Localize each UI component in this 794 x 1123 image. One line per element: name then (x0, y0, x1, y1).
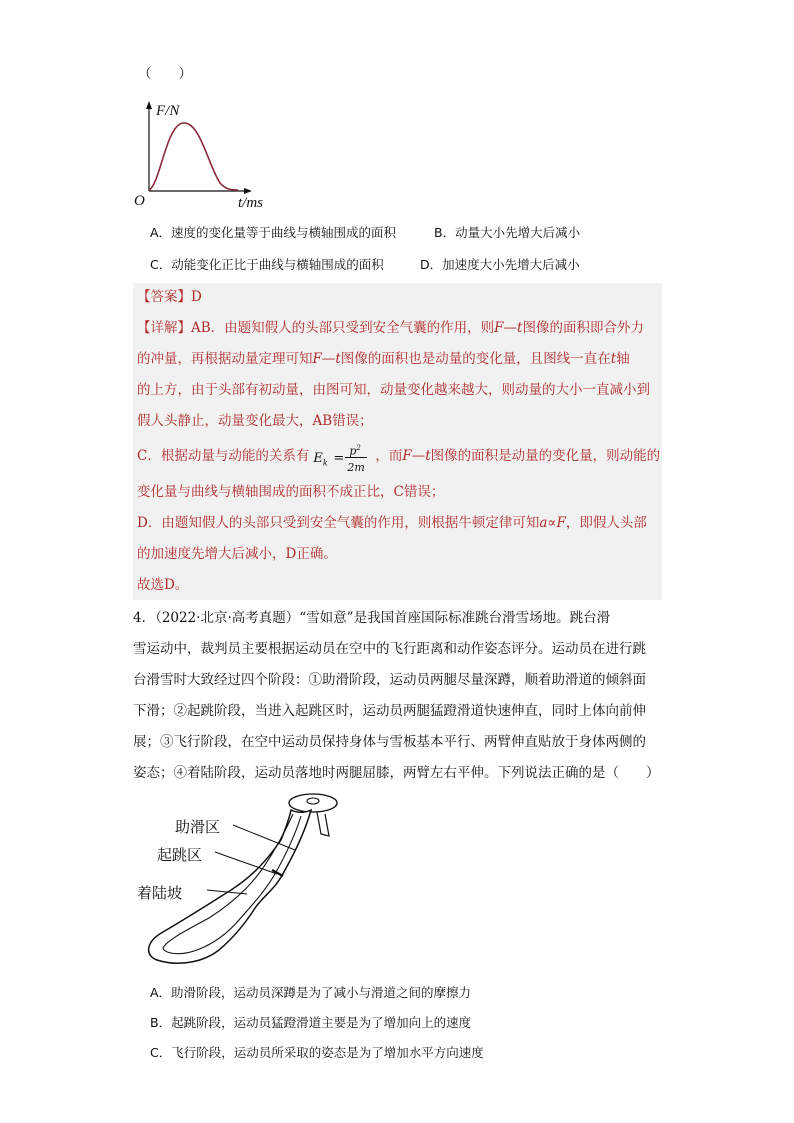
detail-c-text-1b: ，而 (375, 448, 403, 464)
origin-label: O (134, 193, 145, 209)
detail-d-text-1a: D．由题知假人的头部只受到安全气囊的作用，则根据牛顿定律可知 (137, 515, 540, 531)
y-axis-arrow (146, 101, 152, 109)
f-t-symbol: F—t (312, 351, 341, 367)
q4-line-3: 台滑雪时大致经过四个阶段：①助滑阶段，运动员两腿尽量深蹲，顺着助滑道的倾斜面 (133, 672, 646, 688)
label-run-in-zone: 助滑区 (175, 818, 221, 836)
force-time-graph (128, 95, 288, 215)
f-t-symbol: F—t (402, 448, 431, 464)
q4-line-1: 4．（2022·北京·高考真题）“雪如意”是我国首座国际标准跳台滑雪场地。跳台滑 (133, 610, 611, 626)
label-takeoff-zone: 起跳区 (157, 846, 203, 864)
tower-hole (307, 798, 319, 804)
t-symbol: t (610, 351, 617, 367)
detail-d-line-2: 的加速度先增大后减小，D正确。 (137, 546, 337, 562)
f-t-symbol: F—t (494, 320, 523, 336)
q3-option-c: C．动能变化正比于曲线与横轴围成的面积 (150, 257, 384, 272)
tower-support (317, 812, 329, 836)
formula-equals: = (333, 450, 345, 466)
ski-jump-figure (135, 790, 355, 980)
x-axis-arrow (244, 188, 252, 194)
q4-line-4: 下滑；②起跳阶段，当进入起跳区时，运动员两腿猛蹬滑道快速伸直，同时上体向前伸 (133, 703, 646, 719)
detail-ab-line-1 (137, 318, 644, 338)
x-axis-label: t/ms (238, 195, 264, 211)
a-prop-f-symbol: a∝F (539, 515, 566, 531)
answer-label: 【答案】D (137, 289, 202, 305)
formula-ek (313, 449, 327, 474)
formula-p: p (349, 444, 357, 458)
formula-exp: 2 (356, 443, 361, 452)
detail-c-line-2: 变化量与曲线与横轴围成的面积不成正比，C错误； (137, 484, 445, 500)
q3-option-b: B．动量大小先增大后减小 (434, 225, 581, 240)
q4-option-b: B．起跳阶段，运动员猛蹬滑道主要是为了增加向上的速度 (150, 1015, 472, 1030)
formula-e: E (313, 450, 323, 466)
detail-ab-text-2c: 轴 (616, 351, 630, 367)
detail-ab-text-2b: 图像的面积也是动量的变化量，且图线一直在 (340, 351, 611, 367)
q3-option-d: D．加速度大小先增大后减小 (420, 257, 580, 272)
detail-d-line-1 (137, 513, 647, 533)
force-curve (149, 123, 238, 190)
label-landing-slope: 着陆坡 (137, 884, 183, 902)
detail-ab-text-1a: AB．由题知假人的头部只受到安全气囊的作用，则 (191, 320, 495, 336)
detail-ab-line-3: 的上方，由于头部有初动量，由图可知，动量变化越来越大，则动量的大小一直减小到 (137, 382, 650, 398)
detail-ab-line-2 (137, 349, 630, 369)
q4-line-2: 雪运动中，裁判员主要根据运动员在空中的飞行距离和动作姿态评分。运动员在进行跳 (133, 641, 646, 657)
formula-k: k (322, 458, 328, 468)
detail-c-text-1c: 图像的面积是动量的变化量，则动能的 (430, 448, 661, 464)
detail-label: 【详解】 (137, 320, 191, 336)
detail-ab-text-2a: 的冲量，再根据动量定理可知 (137, 351, 313, 367)
answer-paren: （ ） (138, 66, 192, 82)
q4-option-c: C．飞行阶段，运动员所采取的姿态是为了增加水平方向速度 (150, 1045, 484, 1060)
q4-line-6: 姿态；④着陆阶段，运动员落地时两腿屈膝，两臂左右平伸。下列说法正确的是（ ） (133, 765, 660, 781)
formula-denominator: 2m (347, 460, 365, 474)
y-axis-label: F/N (156, 103, 180, 119)
detail-ab-line-4: 假人头静止，动量变化最大，AB错误； (137, 413, 373, 429)
q4-line-5: 展；③飞行阶段，在空中运动员保持身体与雪板基本平行、两臂伸直贴放于身体两侧的 (133, 734, 646, 750)
detail-d-text-1b: ，即假人头部 (565, 515, 647, 531)
q4-option-a: A．助滑阶段，运动员深蹲是为了减小与滑道之间的摩擦力 (150, 985, 472, 1000)
detail-c-text-1a: C．根据动量与动能的关系有 (137, 448, 310, 464)
detail-ab-text-1b: 图像的面积即合外力 (522, 320, 644, 336)
q3-option-a: A．速度的变化量等于曲线与横轴围成的面积 (150, 225, 397, 240)
kinetic-energy-formula (309, 443, 375, 474)
detail-c-line-1 (137, 443, 661, 474)
conclusion: 故选D。 (137, 577, 189, 593)
